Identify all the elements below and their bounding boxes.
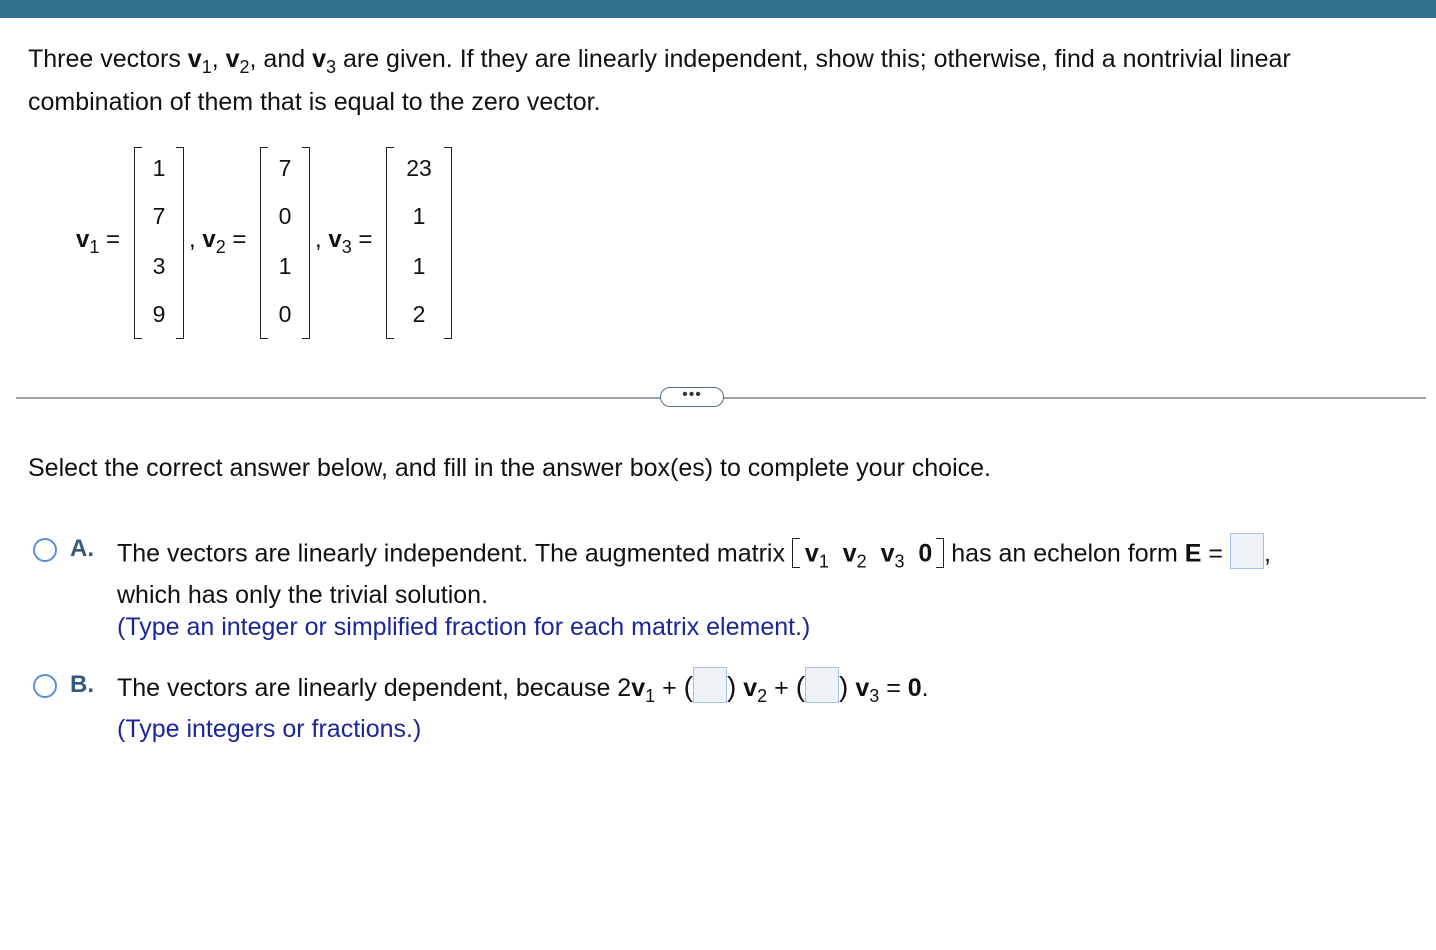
option-a-radio[interactable] (33, 538, 57, 562)
matrix-entry: 7 (152, 203, 166, 229)
matrix-entry: 3 (152, 253, 166, 279)
option-a-hint: (Type an integer or simplified fraction for each matrix element.) (117, 613, 811, 641)
echelon-form-input[interactable] (1230, 533, 1264, 569)
question-text: Three vectors $v_1$, $v_2$, and $v_3$ are given. If they are linearly independent, show this; otherwise, find a nontrivial linear combination of them that is equal to the zero vector. (28, 45, 1291, 116)
more-options-button[interactable]: ••• (660, 387, 724, 407)
matrix-entry: 1 (412, 203, 426, 229)
matrix-entry: 1 (152, 155, 166, 181)
matrix-entry: 2 (412, 301, 426, 327)
option-b-radio[interactable] (33, 674, 57, 698)
matrix-entry: 1 (278, 253, 292, 279)
vector-1-matrix (134, 147, 184, 339)
vector-3-label: , $v_3$ = (315, 226, 373, 257)
option-b-letter: B. (70, 671, 94, 698)
coefficient-v3-input[interactable] (805, 667, 839, 703)
matrix-entry: 0 (278, 203, 292, 229)
vector-2-label: , $v_2$ = (189, 226, 247, 257)
vector-2-matrix (260, 147, 310, 339)
option-b-text: The vectors are linearly dependent, because $2v_1$ + ( ) $v_2$ + ( ) $v_3 = 0$. (117, 671, 929, 707)
option-a-letter: A. (70, 535, 94, 562)
option-a-text: The vectors are linearly independent. The augmented matrix $v_1$ $v_2$ $v_3$ 0 has an echelon form E = , (117, 537, 1271, 573)
matrix-entry: 1 (412, 253, 426, 279)
coefficient-v2-input[interactable] (693, 667, 727, 703)
matrix-entry: 9 (152, 301, 166, 327)
matrix-entry: 0 (278, 301, 292, 327)
matrix-entry: 23 (406, 155, 432, 181)
option-b-hint: (Type integers or fractions.) (117, 715, 422, 743)
vector-1-label: $v_1$ = (76, 226, 121, 257)
vector-3-matrix (386, 147, 452, 339)
answer-instruction: Select the correct answer below, and fill in the answer box(es) to complete your choice. (28, 454, 991, 482)
option-a-line2: which has only the trivial solution. (117, 581, 489, 609)
top-bar (0, 0, 1436, 18)
matrix-entry: 7 (278, 155, 292, 181)
